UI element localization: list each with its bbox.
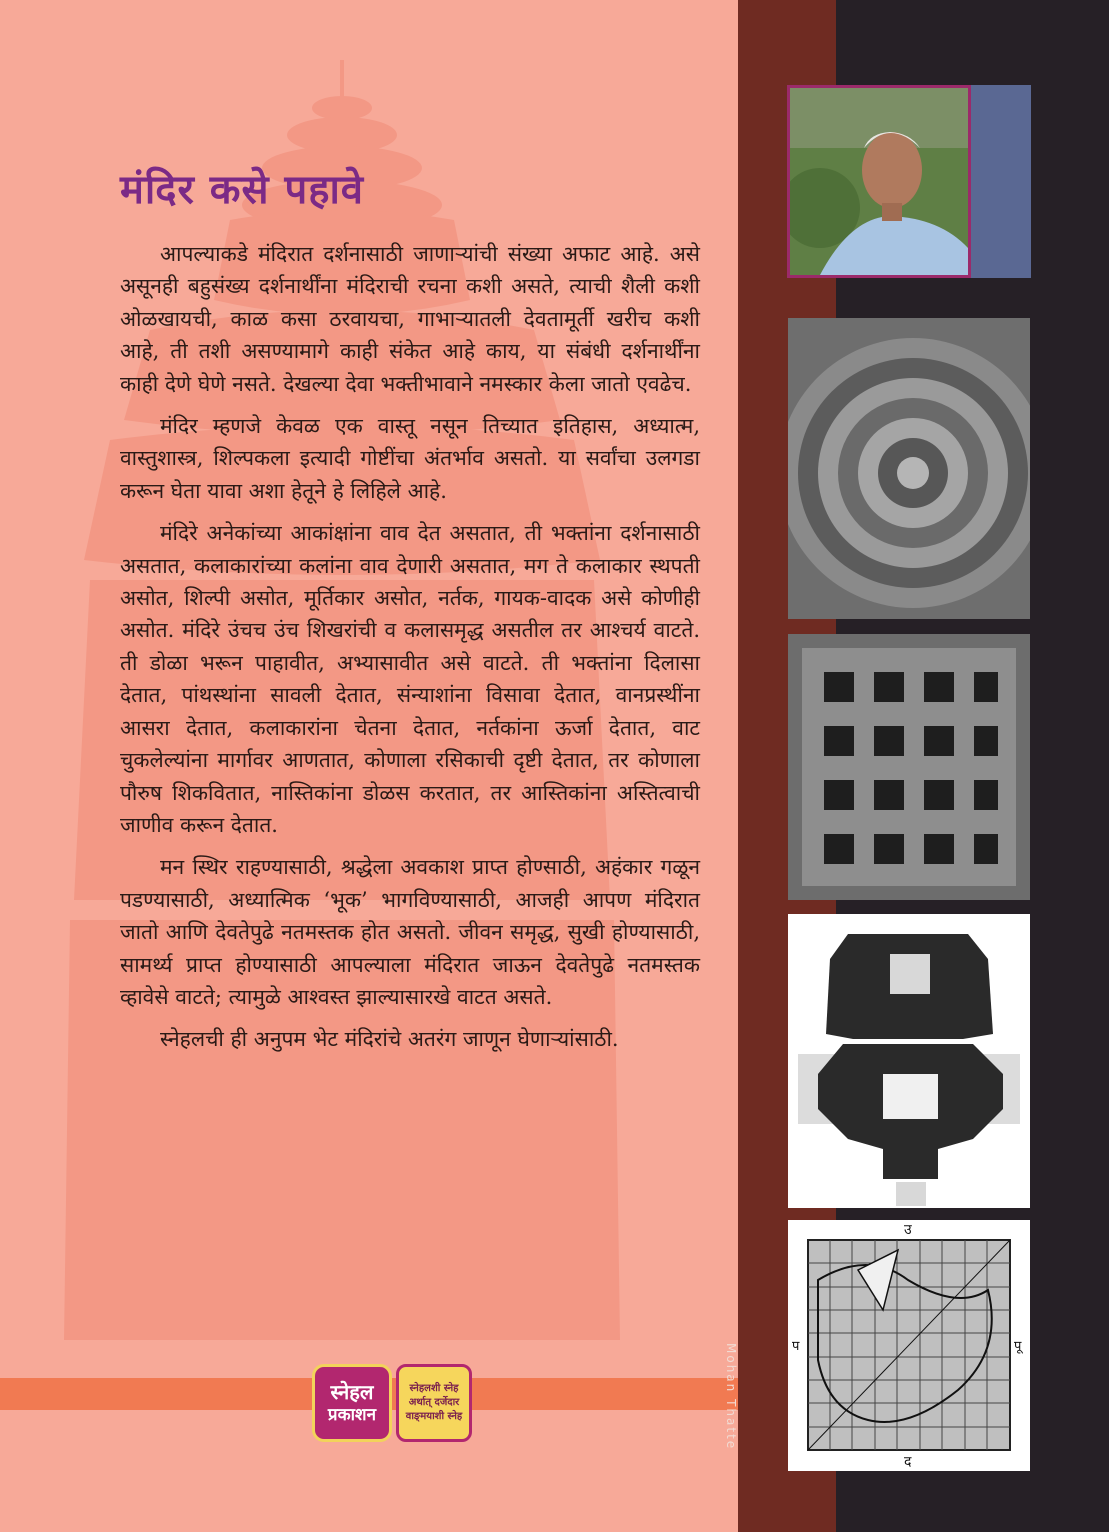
blurb-paragraph: स्नेहलची ही अनुपम भेट मंदिरांचे अतरंग जाणून घेणाऱ्यांसाठी.: [160, 1027, 619, 1052]
publisher-logo-line1: स्नेहल: [330, 1380, 374, 1404]
compass-south: द: [904, 1454, 912, 1470]
blurb-paragraph: मंदिर म्हणजे केवळ एक वास्तू नसून तिच्यात इतिहास, अध्यात्म, वास्तुशास्त्र, शिल्पकला इत्यादी गोष्टींचा अंतर्भाव असतो. या सर्वांचा उलगडा करून घेता यावा अशा हेतूने हे लिहिले आहे.: [120, 414, 700, 503]
vastu-grid-diagram: [788, 1220, 1030, 1471]
tagline-line1: स्नेहलशी स्नेह: [409, 1383, 459, 1394]
author-name: Mohan Thatte: [724, 1343, 738, 1451]
blurb: [120, 238, 700, 1066]
blurb-paragraph: आपल्याकडे मंदिरात दर्शनासाठी जाणाऱ्यांची संख्या अफाट आहे. असे असूनही बहुसंख्य दर्शनार्थींना मंदिराची रचना कशी असते, त्याची शैली कशी ओळखायची, काळ कसा ठरवायचा, गाभाऱ्यातली देवतामूर्ती खरीच कशी आहे, ती तशी असण्यामागे काही संकेत आहे काय, या संबंधी दर्शनार्थींना काही देणे घेणे नसते. देखल्या देवा भक्तीभावाने नमस्कार केला जातो एवढेच.: [120, 242, 700, 396]
ceiling-photo: [788, 318, 1030, 619]
tagline-line2: अर्थात् दर्जेदार: [408, 1397, 460, 1408]
floor-plan: [788, 914, 1030, 1208]
jali-window-photo: [788, 634, 1030, 900]
blurb-paragraph: मन स्थिर राहण्यासाठी, श्रद्धेला अवकाश प्राप्त होण्साठी, अहंकार गळून पडण्यासाठी, अध्यात्मिक ‘भूक’ भागविण्यासाठी, आजही आपण मंदिरात जातो आणि देवतेपुढे नतमस्तक होत असतो. जीवन समृद्ध, सुखी होण्यासाठी, सामर्थ्य प्राप्त होण्यासाठी आपल्याला मंदिरात जाऊन देवतेपुढे नतमस्तक व्हावेसे वाटते; त्यामुळे आश्वस्त झाल्यासारखे वाटत असते.: [120, 855, 700, 1009]
author-photo: [787, 85, 971, 278]
publisher-logo-line2: प्रकाशन: [327, 1405, 377, 1425]
book-title: मंदिर कसे पहावे: [120, 167, 365, 213]
photo-backdrop: [971, 85, 1031, 278]
compass-north: उ: [904, 1222, 912, 1238]
publisher-tagline: [396, 1364, 472, 1442]
compass-east: पू: [1014, 1339, 1022, 1354]
publisher-logo: [312, 1364, 392, 1442]
blurb-paragraph: मंदिरे अनेकांच्या आकांक्षांना वाव देत असतात, ती भक्तांना दर्शनासाठी असतात, कलाकारांच्या कलांना वाव देणारी असतात, मग ते कलाकार स्थपती असोत, शिल्पी असोत, मूर्तिकार असोत, नर्तक, गायक-वादक असे कोणीही असोत. मंदिरे उंचच उंच शिखरांची व कलासमृद्ध असतील तर आश्चर्य वाटते. ती डोळा भरून पाहावीत, अभ्यासावीत असे वाटते. ती भक्तांना दिलासा देतात, पांथस्थांना सावली देतात, संन्याशांना विसावा देतात, वानप्रस्थींना आसरा देतात, कलाकारांना चेतना देतात, नर्तकांना ऊर्जा देतात, वाट चुकलेल्यांना मार्गावर आणतात, कोणाला रसिकाची दृष्टी देतात, तर कोणाला पौरुष शिकवितात, नास्तिकांना डोळस करतात, तर आस्तिकांना अस्तित्वाची जाणीव करून देतात.: [120, 521, 700, 837]
compass-west: प: [792, 1339, 800, 1354]
tagline-line3: वाङ्‌मयाशी स्नेह: [405, 1411, 463, 1422]
